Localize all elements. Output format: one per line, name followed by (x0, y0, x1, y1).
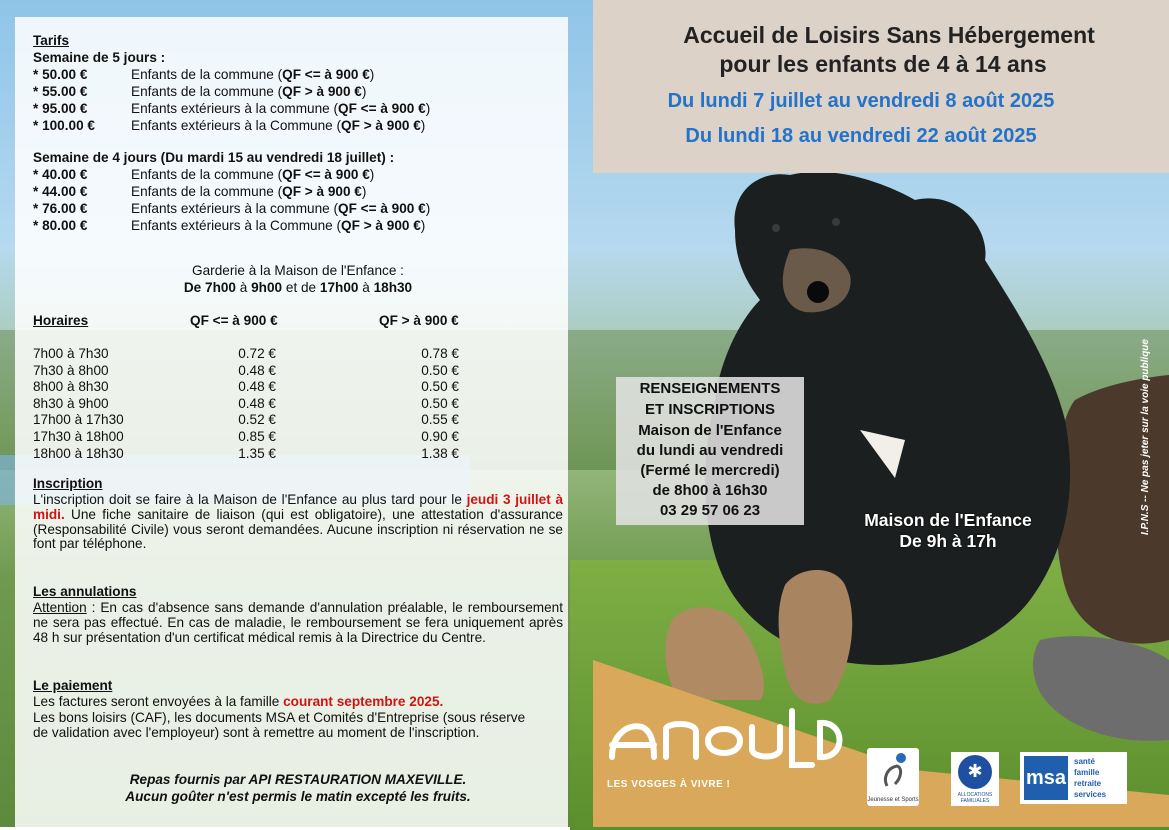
horaires-qf-low-3: 0.48 € (238, 395, 276, 411)
horaires-qf-low-1: 0.48 € (238, 362, 276, 378)
horaires-qf-high-2: 0.50 € (421, 379, 459, 395)
caf-emblem-icon: ✱ (958, 755, 992, 789)
horaires-qf-low-6: 1.35 € (238, 445, 276, 461)
header-box (593, 0, 1169, 173)
bear-nose (807, 281, 829, 303)
horaires-qf-high-6: 1.38 € (421, 445, 459, 461)
paiement-text2: Les bons loisirs (CAF), les documents MSA et Comités d'Entreprise (sous réserve de validation avec l'employeur) sont à remettre au moment de l'inscription. (33, 710, 526, 740)
week5-desc-1: Enfants de la commune (QF > à 900 €) (131, 84, 367, 99)
week5-price-0: * 50.00 € (33, 67, 88, 82)
week4-desc-2: Enfants extérieurs à la commune (QF <= à 900 €) (131, 201, 431, 216)
brand-tagline: LES VOSGES À VIVRE ! (607, 779, 731, 790)
week4-title: Semaine de 4 jours (Du mardi 15 au vendredi 18 juillet) : (33, 150, 395, 165)
info-line-0: RENSEIGNEMENTS (639, 380, 781, 397)
ipns-text: I.P.N.S -- Ne pas jeter sur la voie publique (1140, 339, 1151, 535)
paiement-when: courant septembre 2025. (283, 694, 444, 709)
annulations-attention: Attention (33, 600, 87, 615)
inscription-text1: L'inscription doit se faire à la Maison de l'Enfance au plus tard pour le (33, 492, 462, 507)
maison-line2: De 9h à 17h (899, 531, 997, 551)
garderie-from1: De 7h00 (183, 280, 236, 295)
inscription-text (33, 493, 563, 552)
ipns-note (1140, 285, 1152, 535)
week4-price-1: * 44.00 € (33, 184, 88, 199)
week5-desc-3: Enfants extérieurs à la Commune (QF > à 900 €) (131, 118, 426, 133)
maison-hours (820, 510, 1076, 552)
horaires-title: Horaires (33, 313, 89, 328)
week5-desc-2: Enfants extérieurs à la commune (QF <= à 900 €) (131, 101, 431, 116)
jeunesse-sports-logo (867, 748, 919, 806)
horaires-qf-high-0: 0.78 € (421, 346, 459, 361)
maison-line1: Maison de l'Enfance (864, 510, 1032, 530)
header-line1: Accueil de Loisirs Sans Hébergement (683, 22, 1095, 48)
horaires-col1: QF <= à 900 € (190, 313, 278, 328)
horaires-col2: QF > à 900 € (379, 313, 459, 328)
msa-line-0: santé (1074, 757, 1095, 766)
annulations-title: Les annulations (33, 584, 137, 599)
garderie-and: et de (282, 280, 320, 295)
header-date1: Du lundi 7 juillet au vendredi 8 août 2025 (667, 90, 1055, 112)
info-line-5: de 8h00 à 16h30 (652, 482, 768, 499)
week4-price-2: * 76.00 € (33, 201, 88, 216)
week4-desc-3: Enfants extérieurs à la Commune (QF > à 900 €) (131, 218, 426, 233)
horaires-slot-5: 17h30 à 18h00 (33, 429, 124, 444)
week4-desc-1: Enfants de la commune (QF > à 900 €) (131, 184, 367, 199)
bear-eye-right (832, 218, 840, 226)
horaires-slot-1: 7h30 à 8h00 (33, 362, 109, 378)
bear-eye-left (772, 224, 780, 232)
garderie-line2 (0, 280, 596, 297)
inscription-text2: Une fiche sanitaire de liaison (qui est obligatoire), une attestation d'assurance (Responsabilité Civile) vous seront demandées. Aucune inscription ni réservation ne se font par téléphone. (33, 506, 563, 552)
week5-price-3: * 100.00 € (33, 118, 95, 133)
info-line-3: du lundi au vendredi (636, 442, 784, 459)
inscription-title: Inscription (33, 476, 103, 491)
header-date2: Du lundi 18 au vendredi 22 août 2025 (685, 125, 1037, 147)
header-line2: pour les enfants de 4 à 14 ans (719, 51, 1047, 77)
week5-price-2: * 95.00 € (33, 101, 88, 116)
horaires-qf-low-4: 0.52 € (238, 412, 276, 428)
msa-lines (1074, 756, 1106, 800)
caf-logo (951, 752, 999, 806)
horaires-slot-6: 18h00 à 18h30 (33, 445, 124, 461)
js-label: Jeunesse et Sports (867, 797, 919, 803)
tarifs-title: Tarifs (33, 33, 70, 48)
info-line-1: ET INSCRIPTIONS (644, 401, 775, 418)
js-figure-icon (867, 748, 919, 792)
repas-line1: Repas fournis par API RESTAURATION MAXEVILLE. (129, 772, 467, 787)
annulations-text (33, 601, 563, 645)
msa-line-2: retraite (1074, 779, 1102, 788)
repas-line2: Aucun goûter n'est permis le matin excepté les fruits. (125, 789, 471, 804)
garderie-to2: 18h30 (373, 280, 413, 295)
paiement-text1: Les factures seront envoyées à la famille (33, 694, 284, 709)
caf-label: ALLOCATIONS FAMILIALES (957, 792, 993, 804)
msa-logo (1020, 752, 1127, 804)
info-phone: 03 29 57 06 23 (659, 502, 761, 519)
inscription-deadline: jeudi 3 juillet à midi. (33, 492, 564, 522)
anould-logo (608, 705, 848, 775)
week5-price-1: * 55.00 € (33, 84, 88, 99)
horaires-qf-low-2: 0.48 € (238, 379, 276, 395)
week5-desc-0: Enfants de la commune (QF <= à 900 €) (131, 67, 375, 82)
horaires-qf-high-5: 0.90 € (421, 429, 459, 444)
annulations-body: : En cas d'absence sans demande d'annulation préalable, le remboursement ne sera pas effectué. En cas de maladie, le remboursement se fera uniquement après 48 h sur présentation d'un certificat médical remis à la Directrice du Centre. (33, 600, 563, 645)
paiement-title: Le paiement (33, 678, 113, 693)
info-line-2: Maison de l'Enfance (638, 422, 782, 439)
msa-line-3: services (1074, 790, 1107, 799)
msa-line-1: famille (1074, 768, 1100, 777)
garderie-mid1: à (236, 280, 252, 295)
msa-mark: msa (1024, 756, 1068, 800)
garderie-from2: 17h00 (319, 280, 359, 295)
horaires-qf-high-1: 0.50 € (421, 362, 459, 378)
week4-desc-0: Enfants de la commune (QF <= à 900 €) (131, 167, 375, 182)
horaires-slot-3: 8h30 à 9h00 (33, 395, 109, 411)
horaires-qf-high-4: 0.55 € (421, 412, 459, 428)
horaires-slot-2: 8h00 à 8h30 (33, 379, 109, 395)
horaires-qf-low-5: 0.85 € (238, 429, 276, 444)
week5-title: Semaine de 5 jours : (33, 50, 166, 65)
week4-price-3: * 80.00 € (33, 218, 88, 233)
week4-price-0: * 40.00 € (33, 167, 88, 182)
horaires-slot-4: 17h00 à 17h30 (33, 412, 124, 428)
paiement-line1 (33, 694, 443, 711)
horaires-qf-high-3: 0.50 € (421, 395, 459, 411)
garderie-to1: 9h00 (251, 280, 283, 295)
info-line-4: (Fermé le mercredi) (640, 462, 780, 479)
garderie-line1: Garderie à la Maison de l'Enfance : (192, 263, 404, 278)
garderie-mid2: à (358, 280, 374, 295)
horaires-slot-0: 7h00 à 7h30 (33, 346, 109, 361)
renseignements-box (616, 377, 804, 525)
horaires-qf-low-0: 0.72 € (238, 346, 276, 361)
